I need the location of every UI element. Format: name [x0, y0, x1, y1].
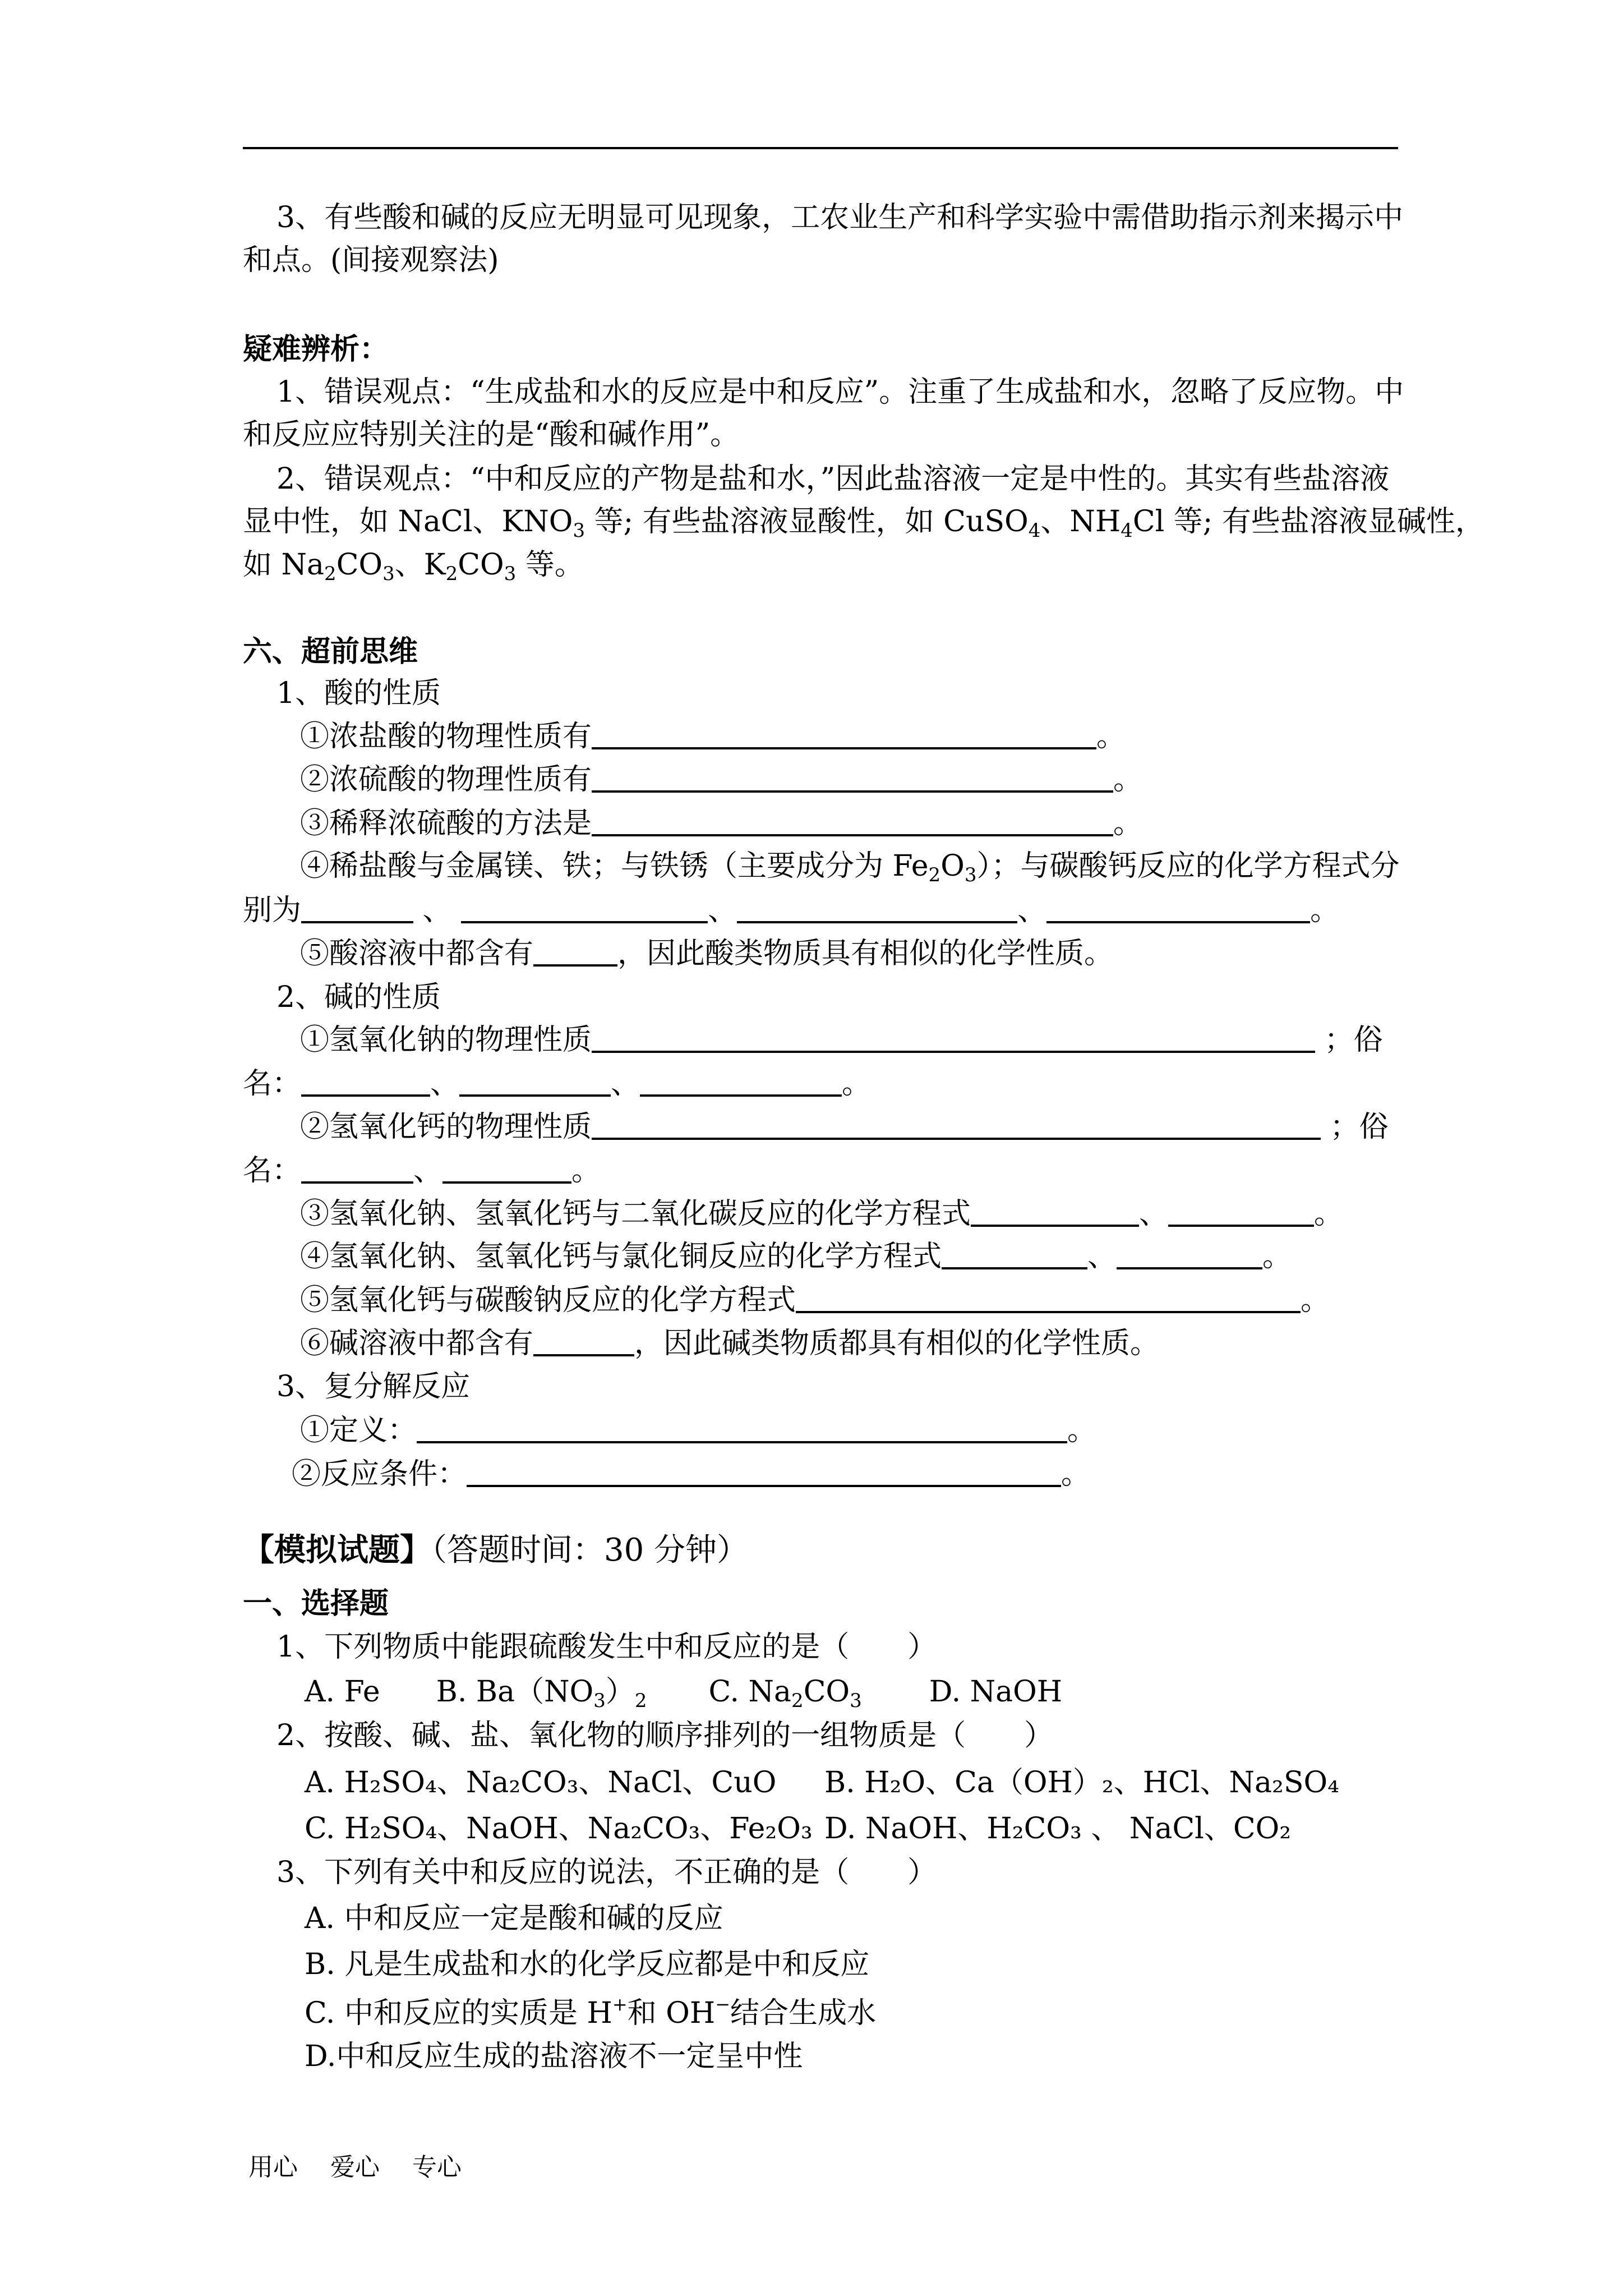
- advance-heading: 六、超前思维: [243, 634, 418, 669]
- decomp-definition: ①定义： 。: [300, 1414, 1097, 1447]
- footer-text: 用心 爱心 专心: [248, 2153, 462, 2182]
- question-3-option-c: C. 中和反应的实质是 H+和 OH−结合生成水: [305, 1994, 877, 2030]
- question-2-option-b: B. H₂O、Ca（OH）₂、HCl、Na₂SO₄: [824, 1766, 1339, 1800]
- question-1: 1、下列物质中能跟硫酸发生中和反应的是（ ）: [276, 1630, 937, 1664]
- base-item-5: ⑤氢氧化钙与碳酸钠反应的化学方程式 。: [300, 1283, 1330, 1317]
- acid-item-4-line2: 别为 、 、 、 。: [243, 894, 1340, 927]
- mock-title-line: 【模拟试题】（答题时间：30 分钟）: [243, 1531, 749, 1568]
- question-3-option-b: B. 凡是生成盐和水的化学反应都是中和反应: [305, 1948, 870, 1981]
- para-3-line2: 和点。(间接观察法): [243, 243, 499, 277]
- acid-item-4-line1: ④稀盐酸与金属镁、铁；与铁锈（主要成分为 $Fe_2O_3$）；与碳酸钙反应的化学方程式分: [300, 849, 1400, 886]
- acid-item-5: ⑤酸溶液中都含有 ，因此酸类物质具有相似的化学性质。: [300, 937, 1114, 970]
- acid-item-3: ③稀释浓硫酸的方法是 。: [300, 807, 1143, 840]
- question-3: 3、下列有关中和反应的说法，不正确的是（ ）: [276, 1856, 937, 1889]
- mock-section-heading: 一、选择题: [243, 1586, 389, 1621]
- difficult-p2-line3: 如 $Na_2CO_3$、$K_2CO_3$ 等。: [243, 548, 584, 585]
- question-2-option-a: A. H₂SO₄、Na₂CO₃、NaCl、CuO: [305, 1766, 777, 1800]
- question-1-options: A. Fe B. $Ba(NO_3)_2$ C. $Na_2CO_3$ D. NaOH: [305, 1675, 1063, 1712]
- question-2-option-d: D. NaOH、H₂CO₃ 、 NaCl、CO₂: [824, 1812, 1292, 1846]
- base-item-3: ③氢氧化钠、氢氧化钙与二氧化碳反应的化学方程式 、 。: [300, 1197, 1344, 1231]
- acid-item-2: ②浓硫酸的物理性质有 。: [300, 763, 1143, 797]
- difficult-p2-line1: 2、错误观点：“中和反应的产物是盐和水，”因此盐溶液一定是中性的。其实有些盐溶液: [276, 462, 1390, 496]
- base-title: 2、碱的性质: [276, 981, 441, 1014]
- difficult-p1-line1: 1、错误观点：“生成盐和水的反应是中和反应”。注重了生成盐和水，忽略了反应物。中: [276, 375, 1404, 409]
- decomp-condition: ②反应条件： 。: [292, 1457, 1091, 1491]
- decomp-title: 3、复分解反应: [276, 1370, 471, 1404]
- base-item-2-alias: 名： 、 。: [243, 1154, 601, 1188]
- base-item-1: ①氢氧化钠的物理性质 ；俗: [300, 1023, 1383, 1057]
- acid-title: 1、酸的性质: [276, 677, 441, 710]
- acid-item-1: ①浓盐酸的物理性质有 。: [300, 720, 1126, 753]
- question-2: 2、按酸、碱、盐、氧化物的顺序排列的一组物质是（ ）: [276, 1719, 1054, 1752]
- question-2-option-c: C. H₂SO₄、NaOH、Na₂CO₃、Fe₂O₃: [305, 1812, 813, 1846]
- question-3-option-d: D.中和反应生成的盐溶液不一定呈中性: [305, 2040, 803, 2073]
- difficult-heading: 疑难辨析：: [243, 332, 389, 366]
- question-3-option-a: A. 中和反应一定是酸和碱的反应: [305, 1902, 723, 1935]
- header-rule: [243, 147, 1398, 149]
- base-item-6: ⑥碱溶液中都含有 ，因此碱类物质都具有相似的化学性质。: [300, 1327, 1160, 1360]
- difficult-p2-line2: 显中性，如 NaCl、$KNO_3$ 等; 有些盐溶液显酸性，如 CuSO$_4$、$NH_4Cl$ 等; 有些盐溶液显碱性，: [243, 505, 1484, 542]
- base-item-2: ②氢氧化钙的物理性质 ；俗: [300, 1110, 1389, 1144]
- difficult-p1-line2: 和反应应特别关注的是“酸和碱作用”。: [243, 418, 740, 452]
- base-item-4: ④氢氧化钠、氢氧化钙与氯化铜反应的化学方程式 、 。: [300, 1240, 1292, 1273]
- base-item-1-alias: 名： 、 、 。: [243, 1067, 872, 1101]
- para-3-line1: 3、有些酸和碱的反应无明显可见现象，工农业生产和科学实验中需借助指示剂来揭示中: [276, 201, 1404, 234]
